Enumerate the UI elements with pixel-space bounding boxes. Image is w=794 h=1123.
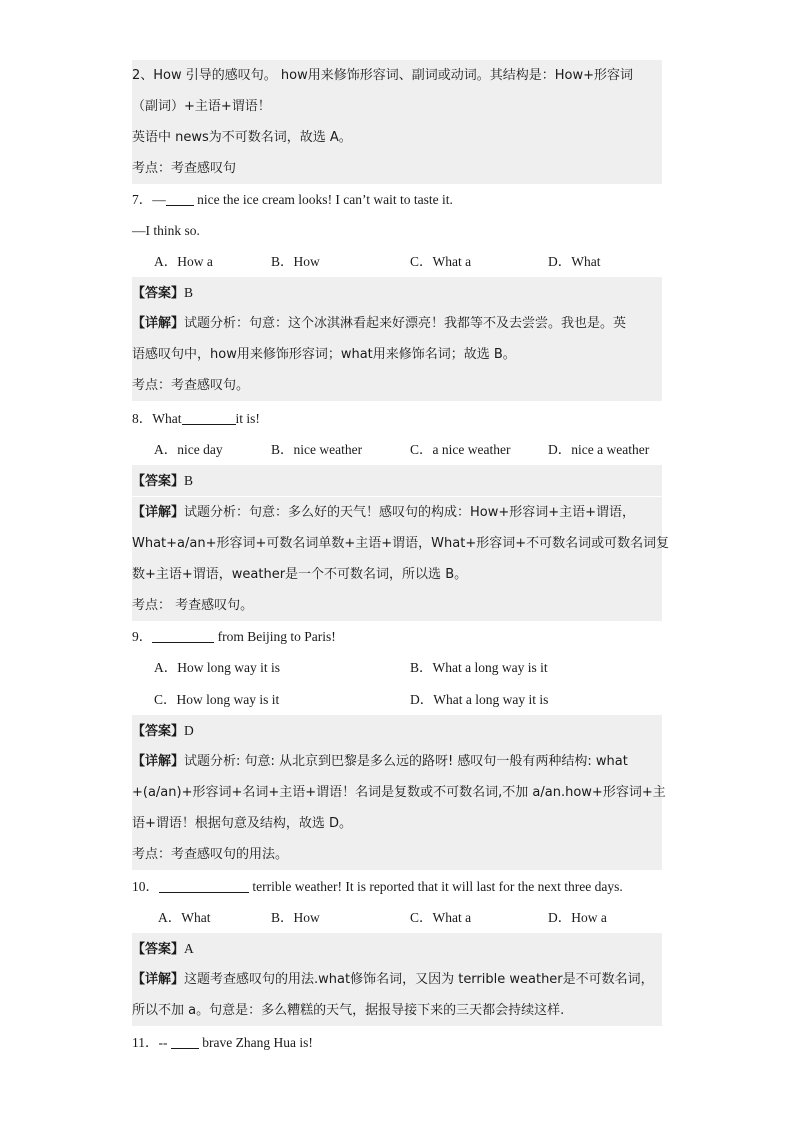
option-a: A．How a xyxy=(154,254,213,269)
answer-line xyxy=(132,465,662,496)
detail-line: 所以不加 a。句意是：多么糟糕的天气，据报导接下来的三天都会持续这样. xyxy=(132,995,662,1026)
option-d: D．nice a weather xyxy=(548,442,650,457)
answer-line xyxy=(132,933,662,964)
question-number: 7．— xyxy=(132,192,166,207)
detail-tag: 【详解】 xyxy=(132,972,185,987)
answer-blank xyxy=(166,191,194,206)
answer-value: B xyxy=(184,473,194,488)
point-line: 考点：考查感叹句 xyxy=(132,153,662,184)
detail-line: What+a/an+形容词+可数名词单数+主语+谓语，What+形容词+不可数名词或可数名词复 xyxy=(132,528,662,559)
question-number: 8．What xyxy=(132,411,182,426)
option-b: B．nice weather xyxy=(271,442,363,457)
option-c: C．What a xyxy=(410,910,472,925)
options-row xyxy=(132,902,662,933)
option-c: C．How long way is it xyxy=(154,692,280,707)
question-number: 9． xyxy=(132,629,153,644)
options-row xyxy=(132,434,662,465)
options-row xyxy=(132,652,662,683)
detail-text: 试题分析：句意：多么好的天气！感叹句的构成：How+形容词+主语+谓语， xyxy=(184,505,636,520)
option-b: B．What a long way is it xyxy=(410,660,548,675)
detail-line: 语+谓语！根据句意及结构，故选 D。 xyxy=(132,808,662,839)
option-d: D．What a long way it is xyxy=(410,692,549,707)
option-d: D．What xyxy=(548,254,601,269)
answer-value: D xyxy=(184,723,194,738)
detail-text: 这题考查感叹句的用法.what修饰名词，又因为 terrible weather是不可数名词， xyxy=(184,972,654,987)
detail-tag: 【详解】 xyxy=(132,505,185,520)
detail-line: 数+主语+谓语，weather是一个不可数名词，所以选 B。 xyxy=(132,559,662,590)
question-stem: it is! xyxy=(235,411,260,426)
answer-value: A xyxy=(184,941,194,956)
option-d: D．How a xyxy=(548,910,607,925)
option-b: B．How xyxy=(271,254,320,269)
answer-blank xyxy=(159,878,249,893)
question-10 xyxy=(132,871,662,902)
question-reply: —I think so. xyxy=(132,223,200,238)
detail-line xyxy=(132,497,662,528)
question-9 xyxy=(132,621,662,652)
option-c: C．a nice weather xyxy=(410,442,511,457)
answer-tag: 【答案】 xyxy=(132,942,185,957)
options-row xyxy=(132,684,662,715)
answer-blank xyxy=(182,410,236,425)
option-a: A．How long way it is xyxy=(154,660,280,675)
answer-value: B xyxy=(184,285,194,300)
detail-line: +(a/an)+形容词+名词+主语+谓语！名词是复数或不可数名词,不加 a/an.how+形容词+主 xyxy=(132,777,662,808)
option-b: B．How xyxy=(271,910,320,925)
question-number: 10． xyxy=(132,879,159,894)
text-line: 2、How 引导的感叹句。 how用来修饰形容词、副词或动词。其结构是：How+形容词 xyxy=(132,60,662,91)
question-number: 11．-- xyxy=(132,1035,171,1050)
detail-line xyxy=(132,746,662,777)
detail-text: 试题分析: 句意: 从北京到巴黎是多么远的路呀! 感叹句一般有两种结构: what xyxy=(184,754,628,769)
answer-tag: 【答案】 xyxy=(132,724,185,739)
detail-line: 语感叹句中，how用来修饰形容词；what用来修饰名词；故选 B。 xyxy=(132,339,662,370)
question-stem: from Beijing to Paris! xyxy=(214,629,336,644)
options-row xyxy=(132,246,662,277)
question-11 xyxy=(132,1027,662,1058)
question-stem: terrible weather! It is reported that it will last for the next three days. xyxy=(249,879,623,894)
answer-blank xyxy=(152,628,214,643)
text-line: 英语中 news为不可数名词，故选 A。 xyxy=(132,122,662,153)
detail-text: 试题分析：句意：这个冰淇淋看起来好漂亮！我都等不及去尝尝。我也是。英 xyxy=(184,316,627,331)
point-line: 考点： 考查感叹句。 xyxy=(132,590,662,621)
detail-tag: 【详解】 xyxy=(132,754,185,769)
answer-blank xyxy=(171,1034,199,1049)
question-7 xyxy=(132,184,662,215)
option-a: A．What xyxy=(158,910,211,925)
question-8 xyxy=(132,403,662,434)
answer-tag: 【答案】 xyxy=(132,474,185,489)
text-line: （副词）+主语+谓语！ xyxy=(132,91,662,122)
detail-line xyxy=(132,308,662,339)
answer-line xyxy=(132,715,662,746)
detail-tag: 【详解】 xyxy=(132,316,185,331)
detail-line xyxy=(132,964,662,995)
option-c: C．What a xyxy=(410,254,472,269)
answer-tag: 【答案】 xyxy=(132,286,185,301)
answer-line xyxy=(132,277,662,308)
option-a: A．nice day xyxy=(154,442,223,457)
question-stem: brave Zhang Hua is! xyxy=(198,1035,313,1050)
question-stem: nice the ice cream looks! I can’t wait to taste it. xyxy=(193,192,453,207)
point-line: 考点：考查感叹句的用法。 xyxy=(132,839,662,870)
point-line: 考点：考查感叹句。 xyxy=(132,370,662,401)
